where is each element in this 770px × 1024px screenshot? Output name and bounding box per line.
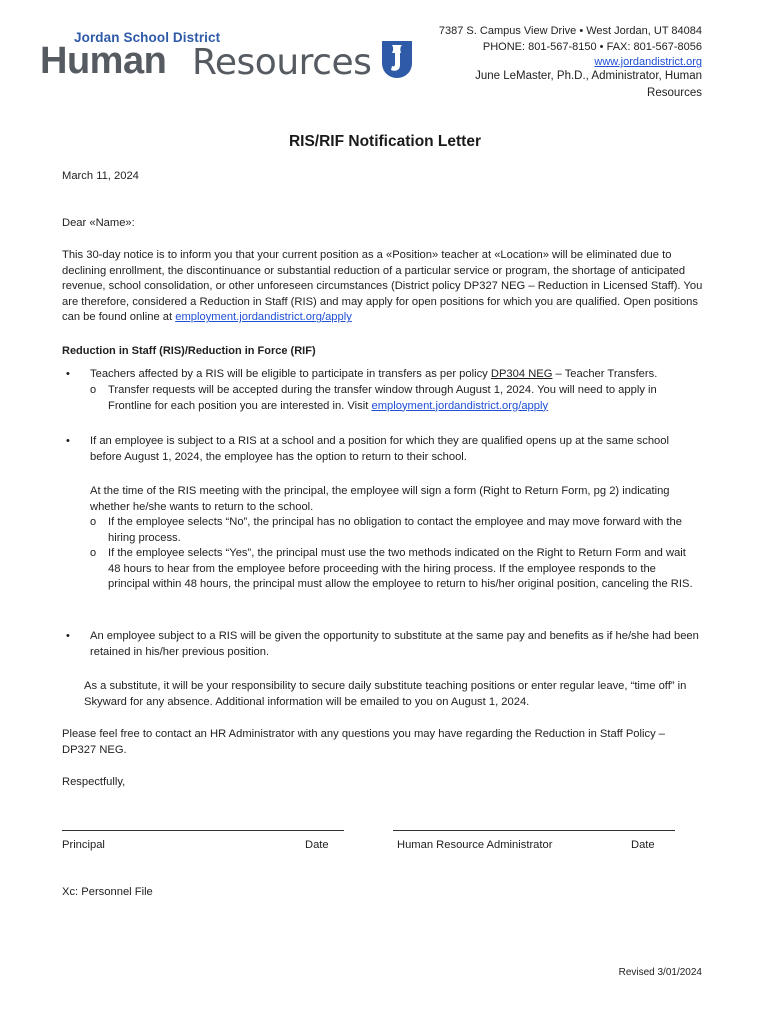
bullet1-text (90, 367, 710, 383)
principal-date-label: Date (305, 839, 329, 851)
salutation: Dear «Name»: (62, 217, 135, 229)
signoff: Respectfully, (62, 776, 126, 788)
bullet-marker: • (66, 630, 70, 642)
bullet1-sub-text: Transfer requests will be accepted during the transfer window through August 1, 2024. You will need to apply in Frontline for each position you are interested in. Visit (108, 384, 657, 412)
bullet1-subitem (108, 383, 698, 414)
phone-fax-line: PHONE: 801-567-8150 • FAX: 801-567-8056 (482, 40, 702, 53)
contact-block (382, 24, 702, 71)
intro-text: This 30-day notice is to inform you that your current position as a «Position» teacher at «Location» will be eliminated due to declining enrollment, the discontinuance or substantial reduction of a particular service or program, the shortage of anticipated revenue, school consolidation, or other unforeseen circumstances (District policy DP327 NEG – Reduction in Licensed Staff). You are therefore, considered a Reduction in Staff (RIS) and may apply for open positions for which you are qualified. Open positions can be found online at (62, 249, 703, 324)
bullet1-post: – Teacher Transfers. (552, 368, 658, 380)
letter-date: March 11, 2024 (62, 170, 139, 182)
xc-line: Xc: Personnel File (62, 886, 153, 898)
sub-bullet-marker: o (90, 384, 97, 396)
bullet2-subitem-no: If the employee selects “No”, the principal has no obligation to contact the employee and may move forward with the hiring process. (108, 516, 682, 544)
hr-logo (40, 30, 420, 90)
hr-admin-label: Human Resource Administrator (397, 839, 553, 851)
logo-district-name: Jordan School District (74, 30, 221, 45)
employment-link[interactable]: employment.jordandistrict.org/apply (175, 311, 352, 324)
intro-paragraph (62, 248, 712, 326)
hr-signature-line (393, 830, 675, 831)
administrator-line: June LeMaster, Ph.D., Administrator, Human Resources (475, 70, 702, 99)
bullet2-text: If an employee is subject to a RIS at a school and a position for which they are qualified opens up at the same school before August 1, 2024, the employee has the option to return to their school. (90, 435, 669, 463)
bullet-marker: • (66, 368, 70, 380)
sub-bullet-marker: o (90, 516, 97, 528)
letter-title: RIS/RIF Notification Letter (288, 133, 482, 150)
logo-human-text: Human (40, 40, 167, 82)
principal-label: Principal (62, 839, 105, 851)
sub-bullet-marker: o (90, 547, 97, 559)
hr-date-label: Date (631, 839, 655, 851)
logo-resources-text: Resources (192, 42, 372, 83)
closing-paragraph: Please feel free to contact an HR Administrator with any questions you may have regarding the Reduction in Staff Policy – DP327 NEG. (62, 728, 666, 756)
principal-signature-line (62, 830, 344, 831)
bullet3-text: An employee subject to a RIS will be given the opportunity to substitute at the same pay and benefits as if he/she had been retained in his/her previous position. (90, 630, 699, 658)
employment-link-2[interactable]: employment.jordandistrict.org/apply (371, 399, 549, 412)
section-heading: Reduction in Staff (RIS)/Reduction in Force (RIF) (62, 345, 316, 357)
website-link[interactable]: www.jordandistrict.org (594, 56, 702, 69)
dp304-link[interactable]: DP304 NEG (490, 368, 553, 380)
address-line: 7387 S. Campus View Drive • West Jordan, UT 84084 (438, 25, 702, 37)
bullet2-subitem-yes: If the employee selects “Yes”, the principal must use the two methods indicated on the Right to Return Form and wait 48 hours to hear from the employee before proceeding with the hiring process. If the employee responds to the principal within 48 hours, the principal must allow the employee to return to his/her original position, canceling the RIS. (108, 547, 693, 591)
bullet1-pre: Teachers affected by a RIS will be eligible to participate in transfers as per policy (90, 368, 491, 380)
revised-date: Revised 3/01/2024 (618, 967, 702, 978)
bullet3-paragraph: As a substitute, it will be your responsibility to secure daily substitute teaching positions or enter regular leave, “time off” in Skyward for any absence. Additional information will be emailed to you on August 1, 2024. (84, 680, 687, 708)
bullet2-paragraph: At the time of the RIS meeting with the principal, the employee will sign a form (Right to Return Form, pg 2) indicating whether he/she wants to return to the school. (90, 485, 670, 513)
bullet-marker: • (66, 435, 70, 447)
